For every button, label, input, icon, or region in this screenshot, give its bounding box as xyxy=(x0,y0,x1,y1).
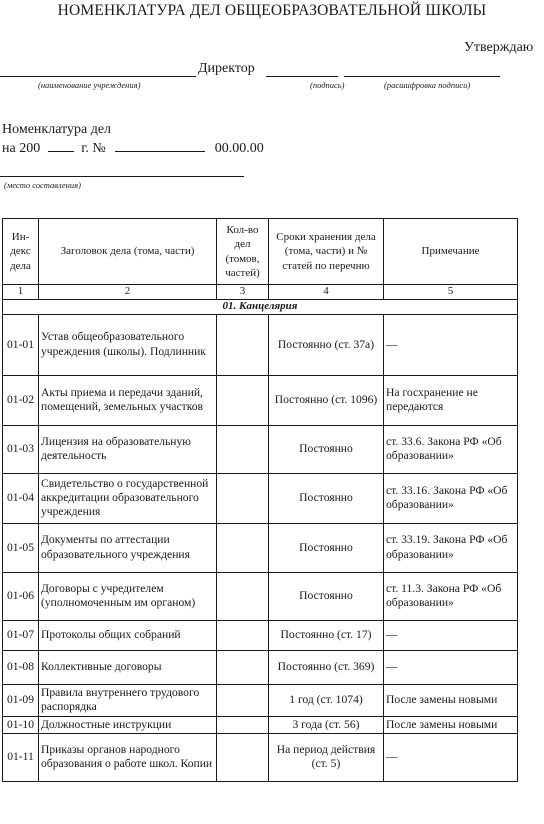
row-term: Постоянно xyxy=(269,473,384,523)
header-note: Примечание xyxy=(384,219,518,285)
row-title: Коллективные договоры xyxy=(39,650,217,684)
row-note: ст. 11.3. Закона РФ «Об образовании» xyxy=(384,572,518,620)
table-row xyxy=(3,375,518,425)
row-term: Постоянно (ст. 369) xyxy=(269,650,384,684)
row-count xyxy=(217,716,269,733)
year-blank xyxy=(48,151,74,152)
section-title: 01. Канцелярия xyxy=(3,299,518,314)
row-count xyxy=(217,473,269,523)
caption-place: (место составления) xyxy=(4,180,81,190)
caption-institution: (наименование учреждения) xyxy=(38,80,141,90)
row-note: — xyxy=(384,314,518,375)
row-title: Договоры с учредителем (уполномоченным им органом) xyxy=(39,572,217,620)
column-numbers-row xyxy=(3,285,518,300)
row-note: — xyxy=(384,733,518,781)
row-note: ст. 33.6. Закона РФ «Об образовании» xyxy=(384,425,518,473)
row-note: После замены новыми xyxy=(384,684,518,716)
row-note: ст. 33.19. Закона РФ «Об образовании» xyxy=(384,523,518,572)
table-row xyxy=(3,716,518,733)
table-row xyxy=(3,733,518,781)
column-number: 4 xyxy=(269,285,384,300)
row-count xyxy=(217,523,269,572)
row-term: Постоянно xyxy=(269,425,384,473)
row-index: 01-05 xyxy=(3,523,39,572)
column-number: 5 xyxy=(384,285,518,300)
row-note: — xyxy=(384,650,518,684)
caption-decode: (расшифровка подписи) xyxy=(384,80,471,90)
row-count xyxy=(217,572,269,620)
row-index: 01-02 xyxy=(3,375,39,425)
row-term: Постоянно (ст. 37а) xyxy=(269,314,384,375)
row-index: 01-09 xyxy=(3,684,39,716)
row-term: Постоянно xyxy=(269,572,384,620)
row-term: Постоянно xyxy=(269,523,384,572)
nomenclature-table xyxy=(2,218,518,782)
row-title: Правила внутреннего трудового распорядка xyxy=(39,684,217,716)
number-blank xyxy=(115,151,205,152)
row-title: Лицензия на образовательную деятельность xyxy=(39,425,217,473)
row-note: ст. 33.16. Закона РФ «Об образовании» xyxy=(384,473,518,523)
row-term: 1 год (ст. 1074) xyxy=(269,684,384,716)
table-row xyxy=(3,650,518,684)
row-count xyxy=(217,650,269,684)
row-term: Постоянно (ст. 17) xyxy=(269,620,384,650)
header-term: Сроки хранения дела (тома, части) и № статей по перечню xyxy=(269,219,384,285)
header-count: Кол-во дел (томов, частей) xyxy=(217,219,269,285)
document-title: НОМЕНКЛАТУРА ДЕЛ ОБЩЕОБРАЗОВАТЕЛЬНОЙ ШКОЛЫ xyxy=(57,2,487,19)
row-title: Приказы органов народного образования о работе школ. Копии xyxy=(39,733,217,781)
row-note: — xyxy=(384,620,518,650)
place-line xyxy=(0,176,244,177)
row-count xyxy=(217,375,269,425)
decode-line xyxy=(344,76,500,77)
table-row xyxy=(3,620,518,650)
column-number: 3 xyxy=(217,285,269,300)
table-row xyxy=(3,684,518,716)
header-title: Заголовок дела (тома, части) xyxy=(39,219,217,285)
table-row xyxy=(3,572,518,620)
row-index: 01-07 xyxy=(3,620,39,650)
year-line xyxy=(2,141,264,157)
director-label: Директор xyxy=(198,61,255,76)
row-index: 01-06 xyxy=(3,572,39,620)
table-row xyxy=(3,425,518,473)
institution-line xyxy=(0,76,196,77)
approve-label: Утверждаю xyxy=(464,40,534,55)
row-count xyxy=(217,314,269,375)
table-row xyxy=(3,473,518,523)
row-title: Протоколы общих собраний xyxy=(39,620,217,650)
row-title: Акты приема и передачи зданий, помещений, земельных участков xyxy=(39,375,217,425)
column-number: 2 xyxy=(39,285,217,300)
table-row xyxy=(3,314,518,375)
row-index: 01-10 xyxy=(3,716,39,733)
row-index: 01-01 xyxy=(3,314,39,375)
column-number: 1 xyxy=(3,285,39,300)
row-title: Документы по аттестации образовательного учреждения xyxy=(39,523,217,572)
row-index: 01-11 xyxy=(3,733,39,781)
row-count xyxy=(217,425,269,473)
row-index: 01-08 xyxy=(3,650,39,684)
row-count xyxy=(217,684,269,716)
section-row xyxy=(3,299,518,314)
date-value: 00.00.00 xyxy=(214,141,264,156)
row-title: Свидетельство о государственной аккредитации образовательного учреждения xyxy=(39,473,217,523)
row-index: 01-04 xyxy=(3,473,39,523)
table-row xyxy=(3,523,518,572)
year-prefix: на 200 xyxy=(2,141,41,156)
signature-line xyxy=(266,76,338,77)
row-term: На период действия (ст. 5) xyxy=(269,733,384,781)
row-term: 3 года (ст. 56) xyxy=(269,716,384,733)
year-suffix: г. № xyxy=(81,141,106,156)
row-title: Устав общеобразовательного учреждения (школы). Подлинник xyxy=(39,314,217,375)
row-note: На госхранение не передаются xyxy=(384,375,518,425)
row-count xyxy=(217,620,269,650)
row-count xyxy=(217,733,269,781)
header-index: Ин-декс дела xyxy=(3,219,39,285)
caption-signature: (подпись) xyxy=(310,80,345,90)
row-note: После замены новыми xyxy=(384,716,518,733)
row-index: 01-03 xyxy=(3,425,39,473)
nomenclature-label: Номенклатура дел xyxy=(2,122,112,137)
row-term: Постоянно (ст. 1096) xyxy=(269,375,384,425)
row-title: Должностные инструкции xyxy=(39,716,217,733)
